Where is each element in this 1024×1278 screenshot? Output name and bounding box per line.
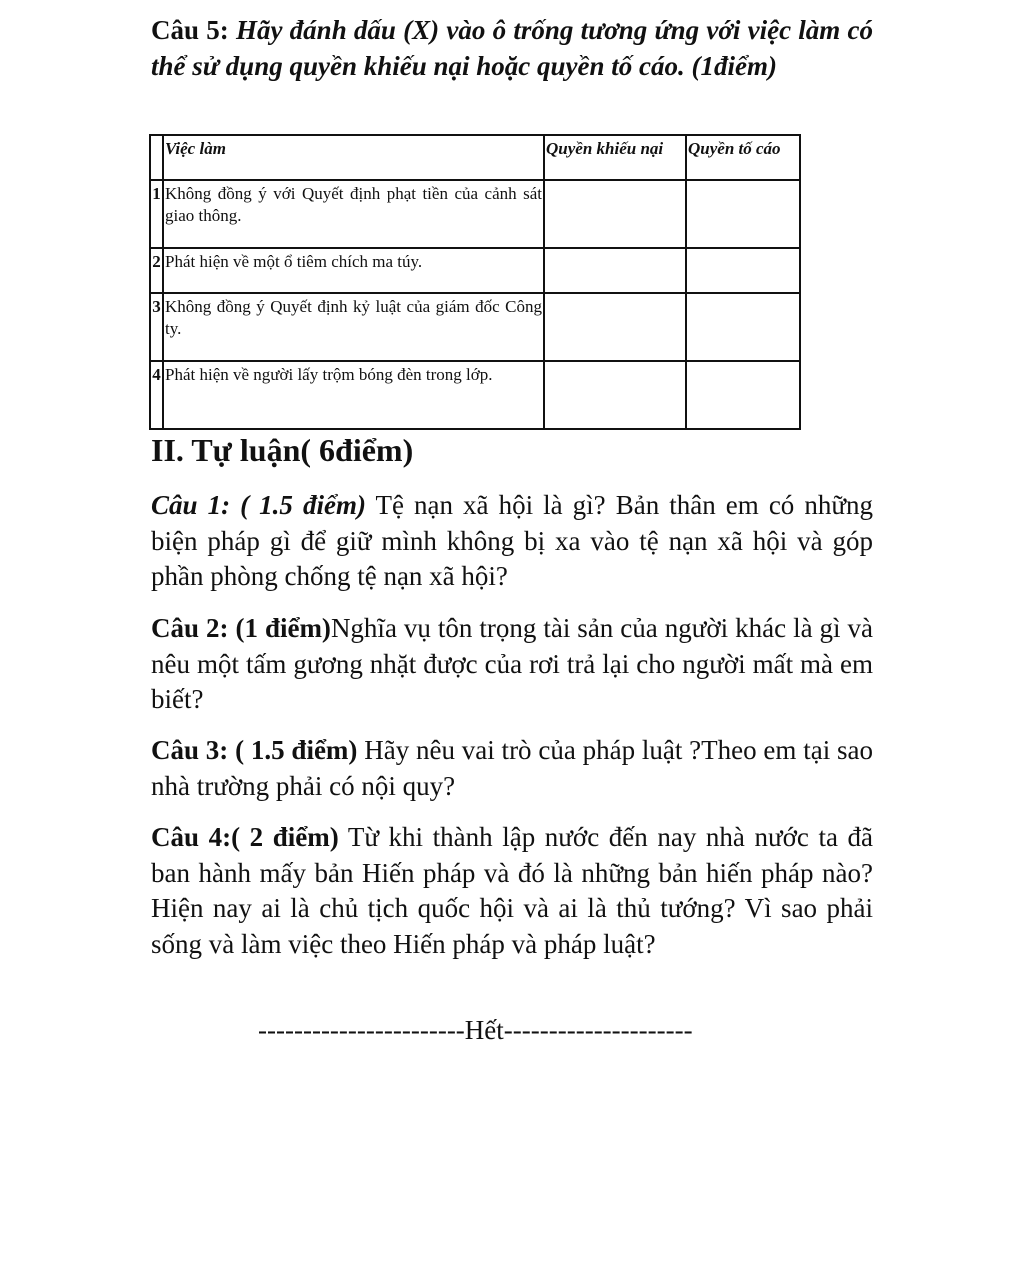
table-row: [150, 293, 800, 361]
header-complaint: Quyền khiếu nại: [544, 135, 686, 180]
denounce-checkbox-cell[interactable]: [686, 361, 800, 429]
complaint-checkbox-cell[interactable]: [544, 248, 686, 293]
row-action-text: Không đồng ý Quyết định kỷ luật của giám đốc Công ty.: [163, 293, 544, 361]
row-number: 3: [150, 293, 163, 361]
table-row: [150, 248, 800, 293]
question-1: [151, 488, 873, 595]
table-row: [150, 361, 800, 429]
question-1-text: Tệ nạn xã hội là gì? Bản thân em có những biện pháp gì để giữ mình không bị xa vào tệ nạn xã hội và góp phần phòng chống tệ nạn xã hội?: [151, 490, 873, 591]
row-number: 1: [150, 180, 163, 248]
table-row: [150, 180, 800, 248]
row-number: 4: [150, 361, 163, 429]
header-denounce: Quyền tố cáo: [686, 135, 800, 180]
denounce-checkbox-cell[interactable]: [686, 293, 800, 361]
denounce-checkbox-cell[interactable]: [686, 180, 800, 248]
rights-table: [149, 134, 801, 430]
header-action: Việc làm: [163, 135, 544, 180]
table-header-row: [150, 135, 800, 180]
question-3: [151, 733, 873, 804]
question-2-label: Câu 2: (1 điểm): [151, 613, 331, 643]
row-action-text: Phát hiện về một ổ tiêm chích ma túy.: [163, 248, 544, 293]
section-2-title: II. Tự luận( 6điểm): [151, 432, 414, 468]
question-3-label: Câu 3: ( 1.5 điểm): [151, 735, 358, 765]
question-3-text: Hãy nêu vai trò của pháp luật ?Theo em tại sao nhà trường phải có nội quy?: [151, 735, 873, 801]
complaint-checkbox-cell[interactable]: [544, 293, 686, 361]
header-num-cell: [150, 135, 163, 180]
question-5-label: Câu 5:: [151, 15, 229, 45]
question-2: [151, 611, 873, 718]
question-1-label: Câu 1: ( 1.5 điểm): [151, 490, 366, 520]
question-5-text: Hãy đánh dấu (X) vào ô trống tương ứng với việc làm có thể sử dụng quyền khiếu nại hoặc quyền tố cáo. (1điểm): [151, 15, 873, 81]
complaint-checkbox-cell[interactable]: [544, 361, 686, 429]
question-4-label: Câu 4:( 2 điểm): [151, 822, 339, 852]
question-4-text: Từ khi thành lập nước đến nay nhà nước ta đã ban hành mấy bản Hiến pháp và đó là những bản hiến pháp nào? Hiện nay ai là chủ tịch quốc hội và ai là thủ tướng? Vì sao phải sống và làm việc theo Hiến pháp và pháp luật?: [151, 822, 874, 959]
row-action-text: Phát hiện về người lấy trộm bóng đèn trong lớp.: [163, 361, 544, 429]
row-action-text: Không đồng ý với Quyết định phạt tiền của cảnh sát giao thông.: [163, 180, 544, 248]
question-4: [151, 820, 873, 962]
denounce-checkbox-cell[interactable]: [686, 248, 800, 293]
question-2-text: Nghĩa vụ tôn trọng tài sản của người khác là gì và nêu một tấm gương nhặt được của rơi trả lại cho người mất mà em biết?: [151, 613, 874, 714]
row-number: 2: [150, 248, 163, 293]
end-marker: -----------------------Hết---------------------: [258, 1015, 693, 1045]
question-5: [151, 12, 873, 84]
complaint-checkbox-cell[interactable]: [544, 180, 686, 248]
